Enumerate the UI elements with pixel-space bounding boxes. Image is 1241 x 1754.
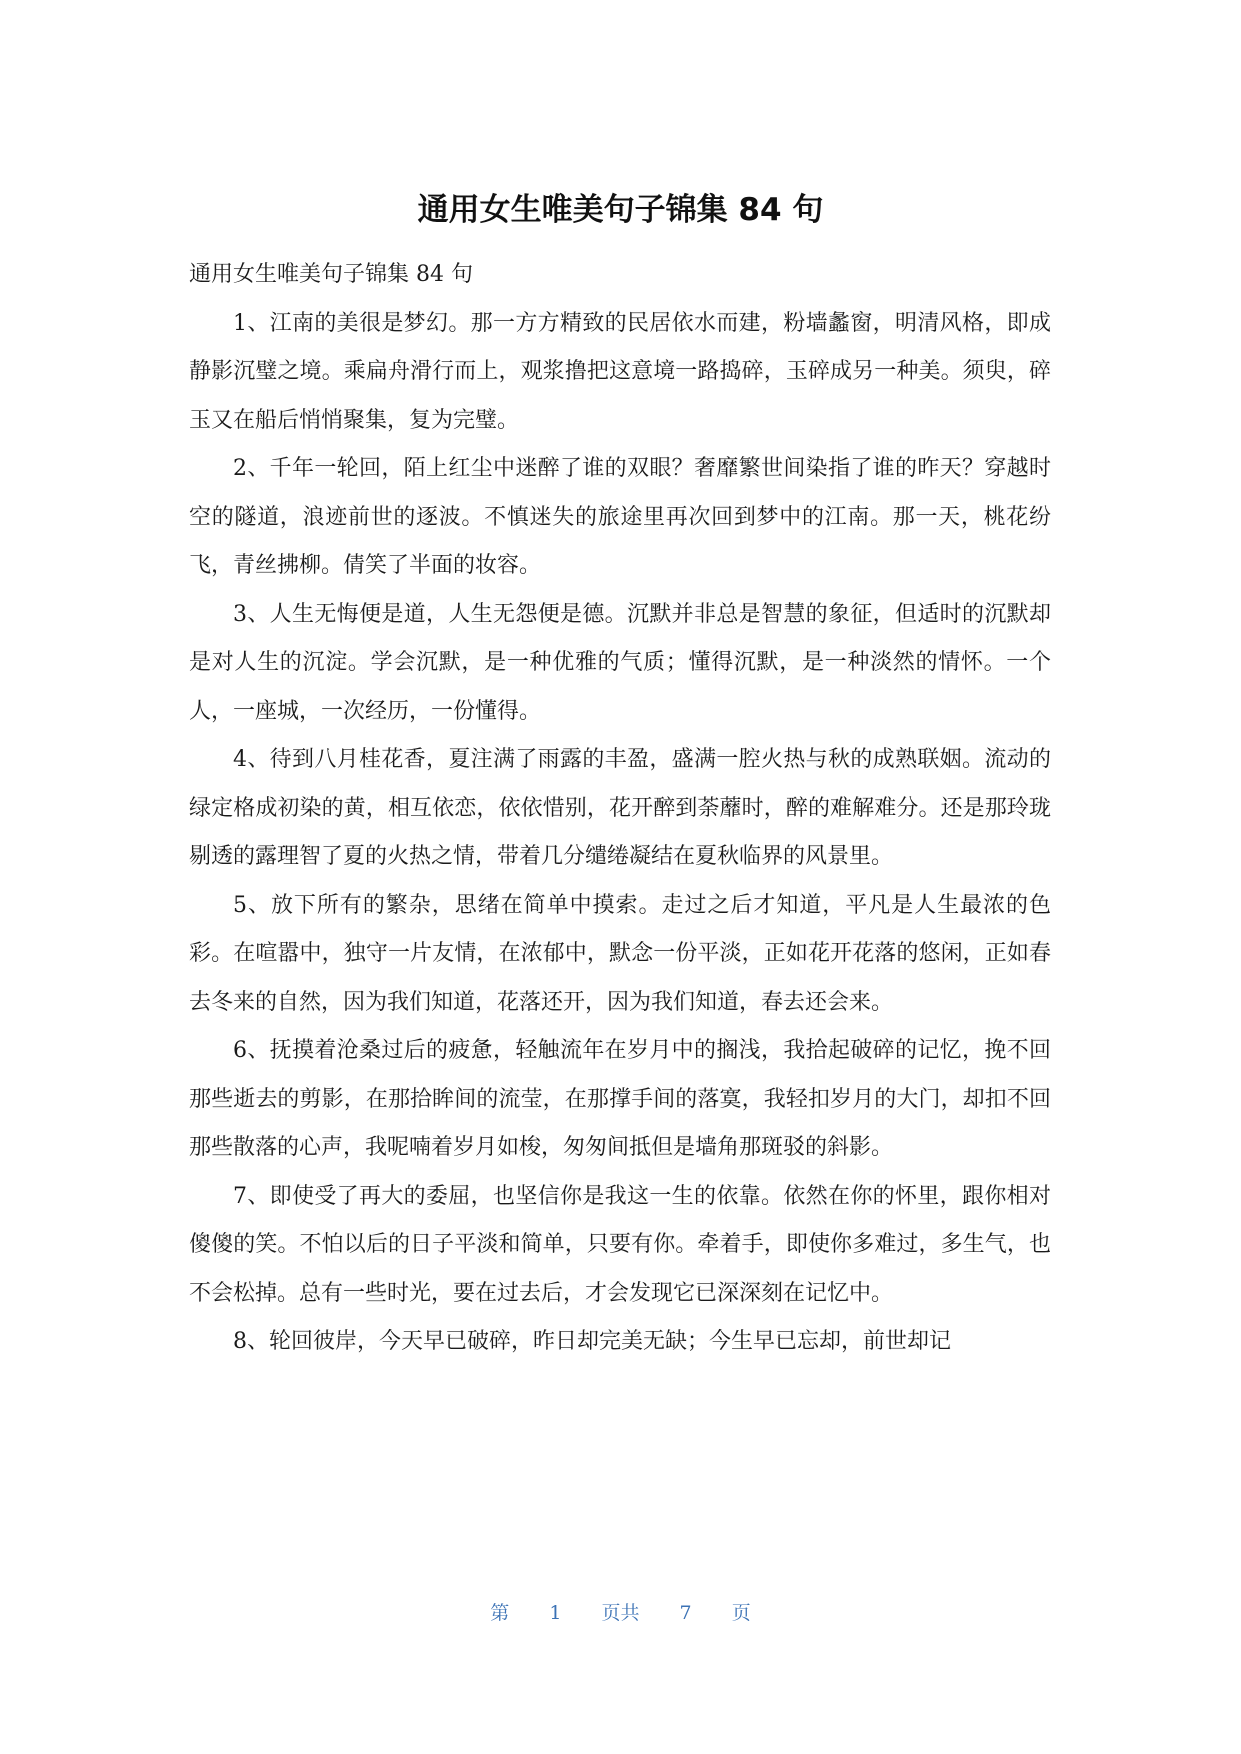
footer-current-page: 1	[549, 1602, 562, 1624]
footer-page-suffix: 页	[731, 1602, 751, 1624]
paragraph: 8、轮回彼岸，今天早已破碎，昨日却完美无缺；今生早已忘却，前世却记	[233, 1329, 951, 1354]
document-title: 通用女生唯美句子锦集 84 句	[417, 192, 824, 228]
paragraph: 2、千年一轮回，陌上红尘中迷醉了谁的双眼？奢靡繁世间染指了谁的昨天？穿越时空的隧道，浪迹前世的逐波。不慎迷失的旅途里再次回到梦中的江南。那一天，桃花纷飞，青丝拂柳。倩笑了半面的妆容。	[189, 456, 1051, 578]
paragraph: 6、抚摸着沧桑过后的疲惫，轻触流年在岁月中的搁浅，我拾起破碎的记忆，挽不回那些逝去的剪影，在那拾眸间的流莹，在那撑手间的落寞，我轻扣岁月的大门，却扣不回那些散落的心声，我呢喃着岁月如梭，匆匆间抵但是墙角那斑驳的斜影。	[189, 1038, 1051, 1160]
paragraph: 3、人生无悔便是道，人生无怨便是德。沉默并非总是智慧的象征，但适时的沉默却是对人生的沉淀。学会沉默，是一种优雅的气质；懂得沉默，是一种淡然的情怀。一个人，一座城，一次经历，一份懂得。	[189, 601, 1051, 724]
document-subtitle: 通用女生唯美句子锦集 84 句	[189, 262, 473, 287]
paragraph: 1、江南的美很是梦幻。那一方方精致的民居依水而建，粉墙蠡窗，明清风格，即成静影沉璧之境。乘扁舟滑行而上，观浆撸把这意境一路捣碎，玉碎成另一种美。须臾，碎玉又在船后悄悄聚集，复为完璧。	[189, 310, 1051, 433]
page-footer	[0, 1598, 1241, 1625]
document-body	[189, 251, 1051, 1367]
paragraph: 5、放下所有的繁杂，思绪在简单中摸索。走过之后才知道，平凡是人生最浓的色彩。在喧嚣中，独守一片友情，在浓郁中，默念一份平淡，正如花开花落的悠闲，正如春去冬来的自然，因为我们知道，花落还开，因为我们知道，春去还会来。	[189, 892, 1051, 1015]
footer-page-prefix: 第	[490, 1602, 510, 1624]
paragraph: 4、待到八月桂花香，夏注满了雨露的丰盈，盛满一腔火热与秋的成熟联姻。流动的绿定格成初染的黄，相互依恋，依依惜别，花开醉到荼蘼时，醉的难解难分。还是那玲珑剔透的露理智了夏的火热之情，带着几分缱绻凝结在夏秋临界的风景里。	[189, 747, 1051, 869]
footer-total-pages: 7	[679, 1602, 692, 1624]
paragraph: 7、即使受了再大的委屈，也坚信你是我这一生的依靠。依然在你的怀里，跟你相对傻傻的笑。不怕以后的日子平淡和简单，只要有你。牵着手，即使你多难过，多生气，也不会松掉。总有一些时光，要在过去后，才会发现它已深深刻在记忆中。	[189, 1183, 1051, 1306]
footer-page-mid: 页共	[601, 1602, 640, 1624]
